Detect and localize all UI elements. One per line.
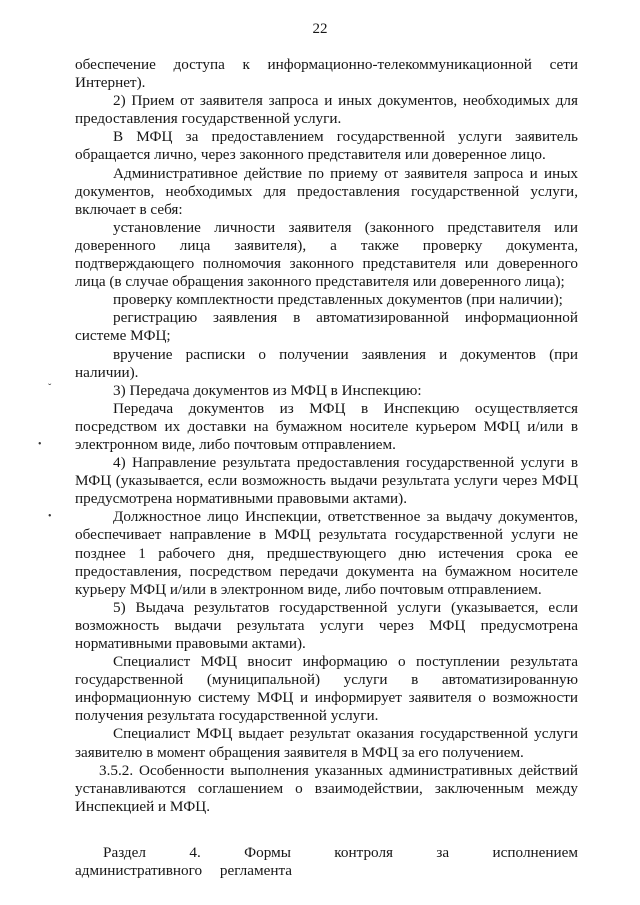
paragraph: 5) Выдача результатов государственной услуги (указывается, если возможность выдачи результата услуги через МФЦ предусмотрена нормативными правовыми актами). — [75, 598, 578, 652]
paragraph: Специалист МФЦ вносит информацию о поступлении результата государственной (муниципальной) услуги в автоматизированную информационную систему МФЦ и информирует заявителя о возможности получения результата государственной услуги. — [75, 653, 578, 725]
paragraph: 4) Направление результата предоставления государственной услуги в МФЦ (указывается, если возможность выдачи результата услуги через МФЦ предусмотрена нормативными правовыми актами). — [75, 454, 578, 508]
scan-mark: ˇ — [48, 383, 52, 394]
paragraph: проверку комплектности представленных документов (при наличии); — [113, 291, 563, 309]
paragraph: 2) Прием от заявителя запроса и иных документов, необходимых для предоставления государственной услуги. — [75, 92, 578, 128]
page-number: 22 — [312, 21, 328, 37]
paragraph: установление личности заявителя (законного представителя или доверенного лица заявителя), а также проверку документа, подтверждающего полномочия законного представителя или доверенного лица (в случае обращения законного представителя или доверенного лица); — [75, 218, 578, 291]
scan-mark: • — [48, 511, 52, 522]
paragraph: 3.5.2. Особенности выполнения указанных административных действий устанавливаются соглашением о взаимодействии, заключенным между Инспекцией и МФЦ. — [75, 761, 578, 815]
scan-mark: • — [38, 439, 42, 450]
paragraph: 3) Передача документов из МФЦ в Инспекцию: — [113, 381, 422, 399]
paragraph: Административное действие по приему от заявителя запроса и иных документов, необходимых для предоставления государственной услуги, включает в себя: — [75, 164, 578, 218]
section-heading — [75, 844, 578, 880]
paragraph: обеспечение доступа к информационно-телекоммуникационной сети Интернет). — [75, 56, 578, 92]
paragraph: Должностное лицо Инспекции, ответственное за выдачу документов, обеспечивает направление в МФЦ результата государственной услуги не позднее 1 рабочего дня, предшествующего дню истечения срока ее предоставления, посредством передачи документа на бумажном носителе курьеру МФЦ и/или в электронном виде, либо почтовым отправлением. — [75, 508, 578, 598]
paragraph: Специалист МФЦ выдает результат оказания государственной услуги заявителю в момент обращения заявителя в МФЦ за его получением. — [75, 725, 578, 761]
paragraph: регистрацию заявления в автоматизированной информационной системе МФЦ; — [75, 309, 578, 345]
paragraph: В МФЦ за предоставлением государственной услуги заявитель обращается лично, через законного представителя или доверенное лицо. — [75, 128, 578, 164]
paragraph: Передача документов из МФЦ в Инспекцию осуществляется посредством их доставки на бумажном носителе курьером МФЦ и/или в электронном виде, либо почтовым отправлением. — [75, 399, 578, 453]
section-heading-text: Раздел 4. Формы контроля за исполнением административного регламента — [75, 843, 578, 880]
document-body — [75, 56, 578, 880]
paragraph: вручение расписки о получении заявления и документов (при наличии). — [75, 345, 578, 381]
